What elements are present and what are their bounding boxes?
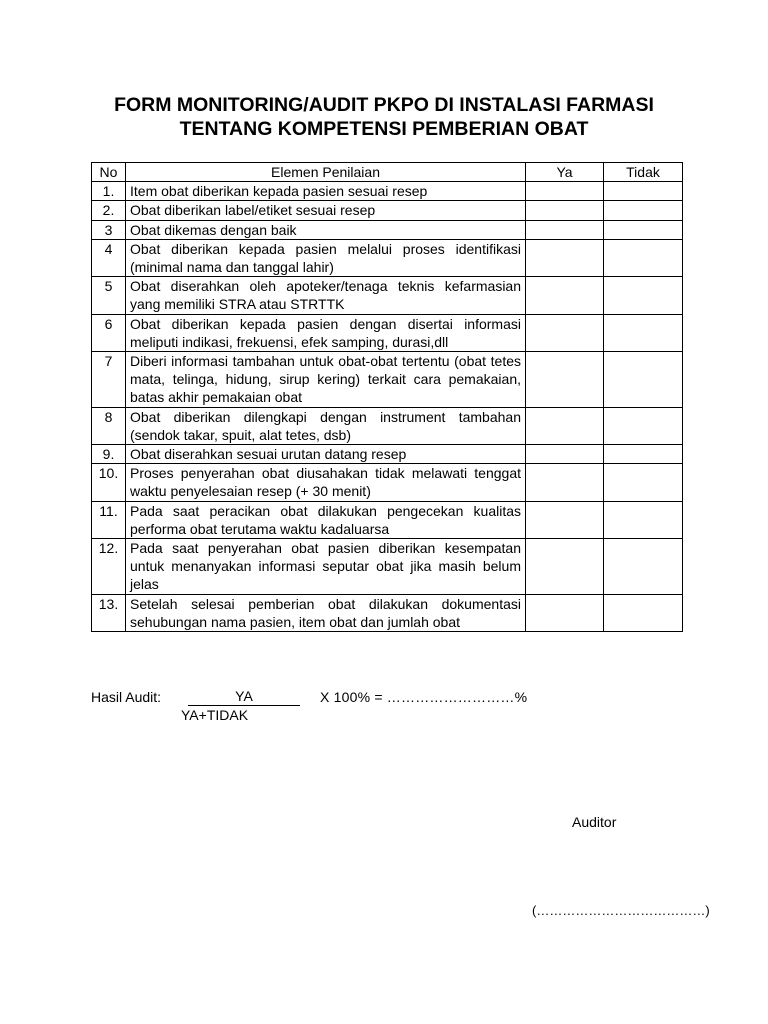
row-number: 4 <box>92 239 126 276</box>
auditor-label: Auditor <box>572 814 617 830</box>
tidak-check-cell[interactable] <box>604 352 683 408</box>
table-row <box>92 239 683 276</box>
ya-check-cell[interactable] <box>526 539 604 595</box>
tidak-check-cell[interactable] <box>604 501 683 538</box>
ya-check-cell[interactable] <box>526 182 604 201</box>
table-row <box>92 594 683 631</box>
table-row <box>92 445 683 464</box>
ya-check-cell[interactable] <box>526 239 604 276</box>
row-element-text: Obat dikemas dengan baik <box>126 220 526 239</box>
table-body <box>92 182 683 632</box>
tidak-check-cell[interactable] <box>604 239 683 276</box>
table-row <box>92 407 683 444</box>
tidak-check-cell[interactable] <box>604 594 683 631</box>
row-number: 11. <box>92 501 126 538</box>
ya-check-cell[interactable] <box>526 277 604 314</box>
row-number: 13. <box>92 594 126 631</box>
table-row <box>92 352 683 408</box>
ya-check-cell[interactable] <box>526 464 604 501</box>
row-number: 12. <box>92 539 126 595</box>
tidak-check-cell[interactable] <box>604 182 683 201</box>
header-no: No <box>92 163 126 182</box>
audit-table <box>91 162 683 632</box>
tidak-check-cell[interactable] <box>604 407 683 444</box>
ya-check-cell[interactable] <box>526 352 604 408</box>
header-tidak: Tidak <box>604 163 683 182</box>
result-denominator: YA+TIDAK <box>181 707 249 723</box>
result-numerator: YA <box>188 688 300 706</box>
result-formula: X 100% = ………………………% <box>320 689 528 705</box>
table-row <box>92 464 683 501</box>
row-element-text: Obat diserahkan oleh apoteker/tenaga teknis kefarmasian yang memiliki STRA atau STRTTK <box>126 277 526 314</box>
row-element-text: Diberi informasi tambahan untuk obat-obat tertentu (obat tetes mata, telinga, hidung, sirup kering) terkait cara pemakaian, batas akhir pemakaian obat <box>126 352 526 408</box>
row-element-text: Setelah selesai pemberian obat dilakukan dokumentasi sehubungan nama pasien, item obat dan jumlah obat <box>126 594 526 631</box>
row-number: 2. <box>92 201 126 220</box>
table-row <box>92 501 683 538</box>
row-element-text: Item obat diberikan kepada pasien sesuai resep <box>126 182 526 201</box>
row-number: 1. <box>92 182 126 201</box>
row-number: 7 <box>92 352 126 408</box>
tidak-check-cell[interactable] <box>604 314 683 351</box>
header-ya: Ya <box>526 163 604 182</box>
result-label: Hasil Audit: <box>91 689 162 705</box>
ya-check-cell[interactable] <box>526 594 604 631</box>
table-row <box>92 277 683 314</box>
table-header-row <box>92 163 683 182</box>
row-element-text: Obat diberikan label/etiket sesuai resep <box>126 201 526 220</box>
ya-check-cell[interactable] <box>526 445 604 464</box>
tidak-check-cell[interactable] <box>604 464 683 501</box>
title-line-2: TENTANG KOMPETENSI PEMBERIAN OBAT <box>179 118 589 140</box>
row-element-text: Obat diserahkan sesuai urutan datang resep <box>126 445 526 464</box>
ya-check-cell[interactable] <box>526 314 604 351</box>
table-row <box>92 220 683 239</box>
tidak-check-cell[interactable] <box>604 539 683 595</box>
auditor-signature-line: (…………………………………) <box>532 903 710 918</box>
row-number: 3 <box>92 220 126 239</box>
row-element-text: Pada saat penyerahan obat pasien diberikan kesempatan untuk menanyakan informasi seputar obat jika masih belum jelas <box>126 539 526 595</box>
row-number: 10. <box>92 464 126 501</box>
table-row <box>92 314 683 351</box>
tidak-check-cell[interactable] <box>604 277 683 314</box>
row-element-text: Proses penyerahan obat diusahakan tidak melawati tenggat waktu penyelesaian resep (+ 30 menit) <box>126 464 526 501</box>
header-elemen-penilaian: Elemen Penilaian <box>126 163 526 182</box>
row-element-text: Obat diberikan dilengkapi dengan instrument tambahan (sendok takar, spuit, alat tetes, dsb) <box>126 407 526 444</box>
tidak-check-cell[interactable] <box>604 445 683 464</box>
ya-check-cell[interactable] <box>526 220 604 239</box>
row-number: 9. <box>92 445 126 464</box>
form-title <box>0 93 768 141</box>
ya-check-cell[interactable] <box>526 201 604 220</box>
ya-check-cell[interactable] <box>526 407 604 444</box>
title-line-1: FORM MONITORING/AUDIT PKPO DI INSTALASI FARMASI <box>114 94 654 116</box>
table-row <box>92 201 683 220</box>
row-element-text: Obat diberikan kepada pasien dengan disertai informasi meliputi indikasi, frekuensi, efek samping, durasi,dll <box>126 314 526 351</box>
ya-check-cell[interactable] <box>526 501 604 538</box>
row-number: 6 <box>92 314 126 351</box>
row-element-text: Obat diberikan kepada pasien melalui proses identifikasi (minimal nama dan tanggal lahir) <box>126 239 526 276</box>
row-element-text: Pada saat peracikan obat dilakukan pengecekan kualitas performa obat terutama waktu kadaluarsa <box>126 501 526 538</box>
row-number: 8 <box>92 407 126 444</box>
tidak-check-cell[interactable] <box>604 220 683 239</box>
table-row <box>92 182 683 201</box>
tidak-check-cell[interactable] <box>604 201 683 220</box>
row-number: 5 <box>92 277 126 314</box>
table-row <box>92 539 683 595</box>
